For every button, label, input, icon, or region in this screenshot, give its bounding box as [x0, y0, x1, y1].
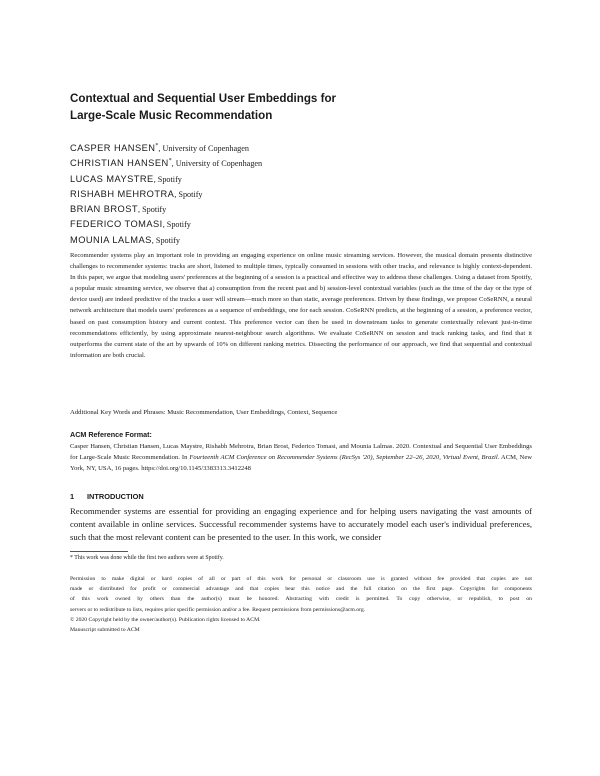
author-entry	[70, 200, 532, 215]
acm-reference	[70, 441, 532, 474]
section-heading	[70, 492, 144, 501]
author-entry	[70, 170, 532, 185]
introduction-paragraph: Recommender systems are essential for providing an engaging experience and for helping users navigating the vast amounts of content available in online services. Successful recommender systems have to accurately model each user's individual preferences, such that the most relevant content can be presented to the user. In this work, we consider	[70, 506, 532, 542]
author-entry	[70, 139, 532, 154]
author-entry	[70, 215, 532, 230]
author-affiliation: , University of Copenhagen	[171, 159, 263, 169]
section-title: INTRODUCTION	[87, 492, 144, 501]
section-number: 1	[70, 492, 75, 501]
author-affiliation: , Spotify	[137, 205, 167, 215]
acm-reference-venue: Fourteenth ACM Conference on Recommender Systems (RecSys '20), September 22–26, 2020, Virtual Event, Brazil.	[189, 454, 500, 462]
author-affiliation: , Spotify	[174, 189, 203, 199]
footnote-rule	[70, 551, 128, 552]
permission-line: servers or to redistribute to lists, requires prior specific permission and/or a fee. Request permissions from permissions@acm.org.	[70, 606, 366, 613]
author-affiliation: , Spotify	[151, 235, 181, 245]
author-name: FEDERICO TOMASI	[70, 219, 163, 230]
author-footnote-mark: *	[155, 143, 159, 149]
author-name: CHRISTIAN HANSEN	[70, 158, 169, 169]
permission-line: of this work owned by others than the author(s) must be honored. Abstracting with credit is permitted. To copy otherwise, or republish, to post on	[70, 596, 532, 603]
author-name: MOUNIA LALMAS	[70, 234, 152, 245]
acm-reference-text: Casper Hansen, Christian Hansen, Lucas Maystre, Rishabh Mehrotra, Brian Brost, Federico Tomasi, and Mounia Lalmas. 2020. Contextual and Sequential User Embeddings for Large-Scale Music Recommendation. In	[70, 443, 532, 462]
author-name: LUCAS MAYSTRE	[70, 173, 154, 184]
author-affiliation: , University of Copenhagen	[158, 144, 249, 153]
author-name: CASPER HANSEN	[70, 143, 156, 153]
author-affiliation: , Spotify	[153, 174, 182, 184]
author-affiliation: , Spotify	[162, 220, 191, 230]
abstract: Recommender systems play an important role in providing an engaging experience on online music streaming services. However, the musical domain presents distinctive challenges to recommender systems: tracks are short, listened to multiple times, typically consumed in sessions with other tracks, and relevance is highly context-dependent. In this paper, we argue that modeling users' preferences at the beginning of a session is a practical and effective way to address these challenges. Using a dataset from Spotify, a popular music streaming service, we observe that a) consumption from the recent past and b) session-level contextual variables (such as the time of the day or the type of device used) are indeed predictive of the tracks a user will stream—much more so than static, average preferences. Driven by these findings, we propose CoSeRNN, a neural network architecture that models users' preferences as a sequence of embeddings, one for each session. CoSeRNN predicts, at the beginning of a session, a preference vector, based on past consumption history and current context. This preference vector can then be used in downstream tasks to generate contextually relevant just-in-time recommendations efficiently, by using approximate nearest-neighbour search algorithms. We evaluate CoSeRNN on session and track ranking tasks, and find that it outperforms the current state of the art by upwards of 10% on different ranking metrics. Dissecting the performance of our approach, we find that sequential and contextual information are both crucial.	[70, 252, 532, 359]
title-line-1: Contextual and Sequential User Embeddings for	[70, 92, 337, 105]
permission-line: Permission to make digital or hard copies of all or part of this work for personal or classroom use is granted without fee provided that copies are not	[70, 576, 532, 582]
footnote: * This work was done while the first two authors were at Spotify.	[70, 555, 224, 561]
keywords: Additional Key Words and Phrases: Music Recommendation, User Embeddings, Context, Sequence	[70, 409, 338, 416]
author-entry	[70, 185, 532, 200]
permission-line: made or distributed for profit or commercial advantage and that copies bear this notice and the full citation on the first page. Copyrights for components	[70, 586, 532, 593]
permission-notice	[70, 574, 532, 635]
author-name: BRIAN BROST	[70, 204, 138, 215]
author-entry	[70, 231, 532, 246]
author-footnote-mark: *	[168, 158, 172, 165]
acm-reference-heading: ACM Reference Format:	[70, 430, 152, 439]
acm-reference-doi: ACM, New York, NY, USA, 16 pages. https://doi.org/10.1145/3383313.3412248	[70, 454, 533, 473]
author-entry	[70, 154, 532, 169]
copyright-line: © 2020 Copyright held by the owner/author(s). Publication rights licensed to ACM.	[70, 616, 261, 623]
title-line-2: Large-Scale Music Recommendation	[70, 109, 273, 122]
manuscript-line: Manuscript submitted to ACM	[70, 627, 140, 634]
author-name: RISHABH MEHROTRA	[70, 188, 175, 199]
author-list	[70, 139, 532, 246]
paper-title	[70, 90, 532, 124]
